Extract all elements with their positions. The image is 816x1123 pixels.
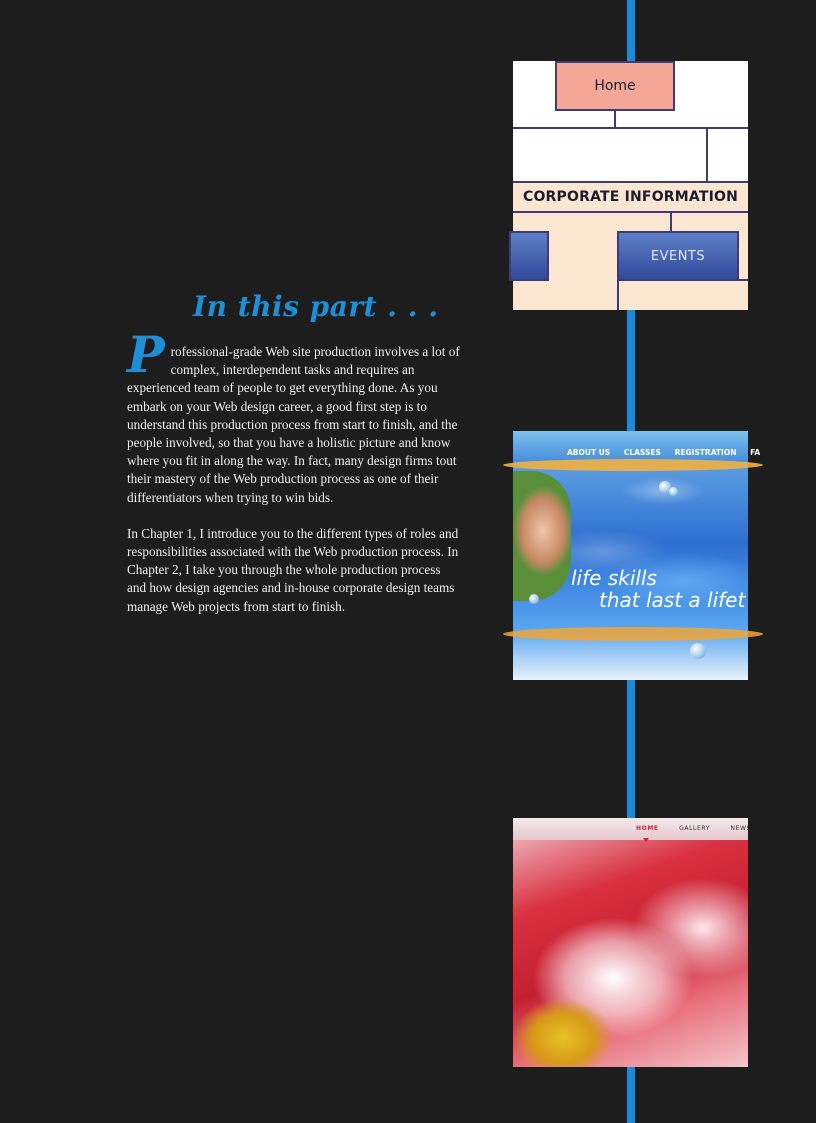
sitemap-home-box: Home xyxy=(555,61,675,111)
swim-nav xyxy=(567,448,771,457)
sitemap-connector xyxy=(706,127,708,181)
flower-nav xyxy=(636,825,769,832)
intro-text xyxy=(127,325,462,634)
swim-orange-band xyxy=(503,627,763,641)
sitemap-events-box: EVENTS xyxy=(617,231,739,281)
flower-nav-item: NEWS xyxy=(730,825,751,832)
swim-orange-band xyxy=(503,459,763,471)
caret-down-icon xyxy=(643,838,649,842)
swim-site-screenshot xyxy=(513,431,761,680)
swim-tagline xyxy=(571,567,745,611)
sitemap-connector xyxy=(670,213,672,231)
sitemap-corporate-bar: CORPORATE INFORMATION xyxy=(513,181,748,213)
intro-paragraph-1 xyxy=(127,325,462,507)
swimmer-photo xyxy=(513,471,571,601)
sitemap-connector xyxy=(617,279,748,281)
swim-tagline-line-2: that last a lifet xyxy=(599,588,746,612)
swim-nav-item: CLASSES xyxy=(623,448,661,457)
intro-paragraph-1-text: rofessional-grade Web site production involves a lot of complex, interdependent tasks and requires an experienced team of people to get everything done. As you embark on your Web design career, a good first step is to understand this production process from start to finish, and the people involved, so that you have a holistic picture and know where you fit in along the way. In fact, many design firms tout their mastery of the Web production process as one of their differentiators when trying to win bids. xyxy=(127,344,460,505)
swim-tagline-line-1: life skills xyxy=(571,566,657,590)
bubble-icon xyxy=(669,487,678,496)
intro-paragraph-2: In Chapter 1, I introduce you to the different types of roles and responsibilities associated with the Web production process. In Chapter 2, I take you through the whole production process and how design agencies and in-house corporate design teams manage Web projects from start to finish. xyxy=(127,525,459,614)
sitemap-connector xyxy=(513,127,748,129)
drop-cap: P xyxy=(127,325,165,384)
flower-nav-item: GALLERY xyxy=(679,825,710,832)
bubble-icon xyxy=(690,643,706,659)
sitemap-connector xyxy=(617,281,619,310)
part-heading: In this part . . . xyxy=(193,290,439,323)
bubble-icon xyxy=(529,594,539,604)
swim-nav-item: ABOUT US xyxy=(567,448,611,457)
sitemap-screenshot xyxy=(513,61,748,310)
swim-nav-item: FA xyxy=(750,448,761,457)
swim-nav-item: REGISTRATION xyxy=(674,448,737,457)
flower-nav-item-home: HOME xyxy=(636,825,659,832)
sitemap-left-box xyxy=(509,231,549,281)
flower-site-screenshot xyxy=(513,818,751,1067)
